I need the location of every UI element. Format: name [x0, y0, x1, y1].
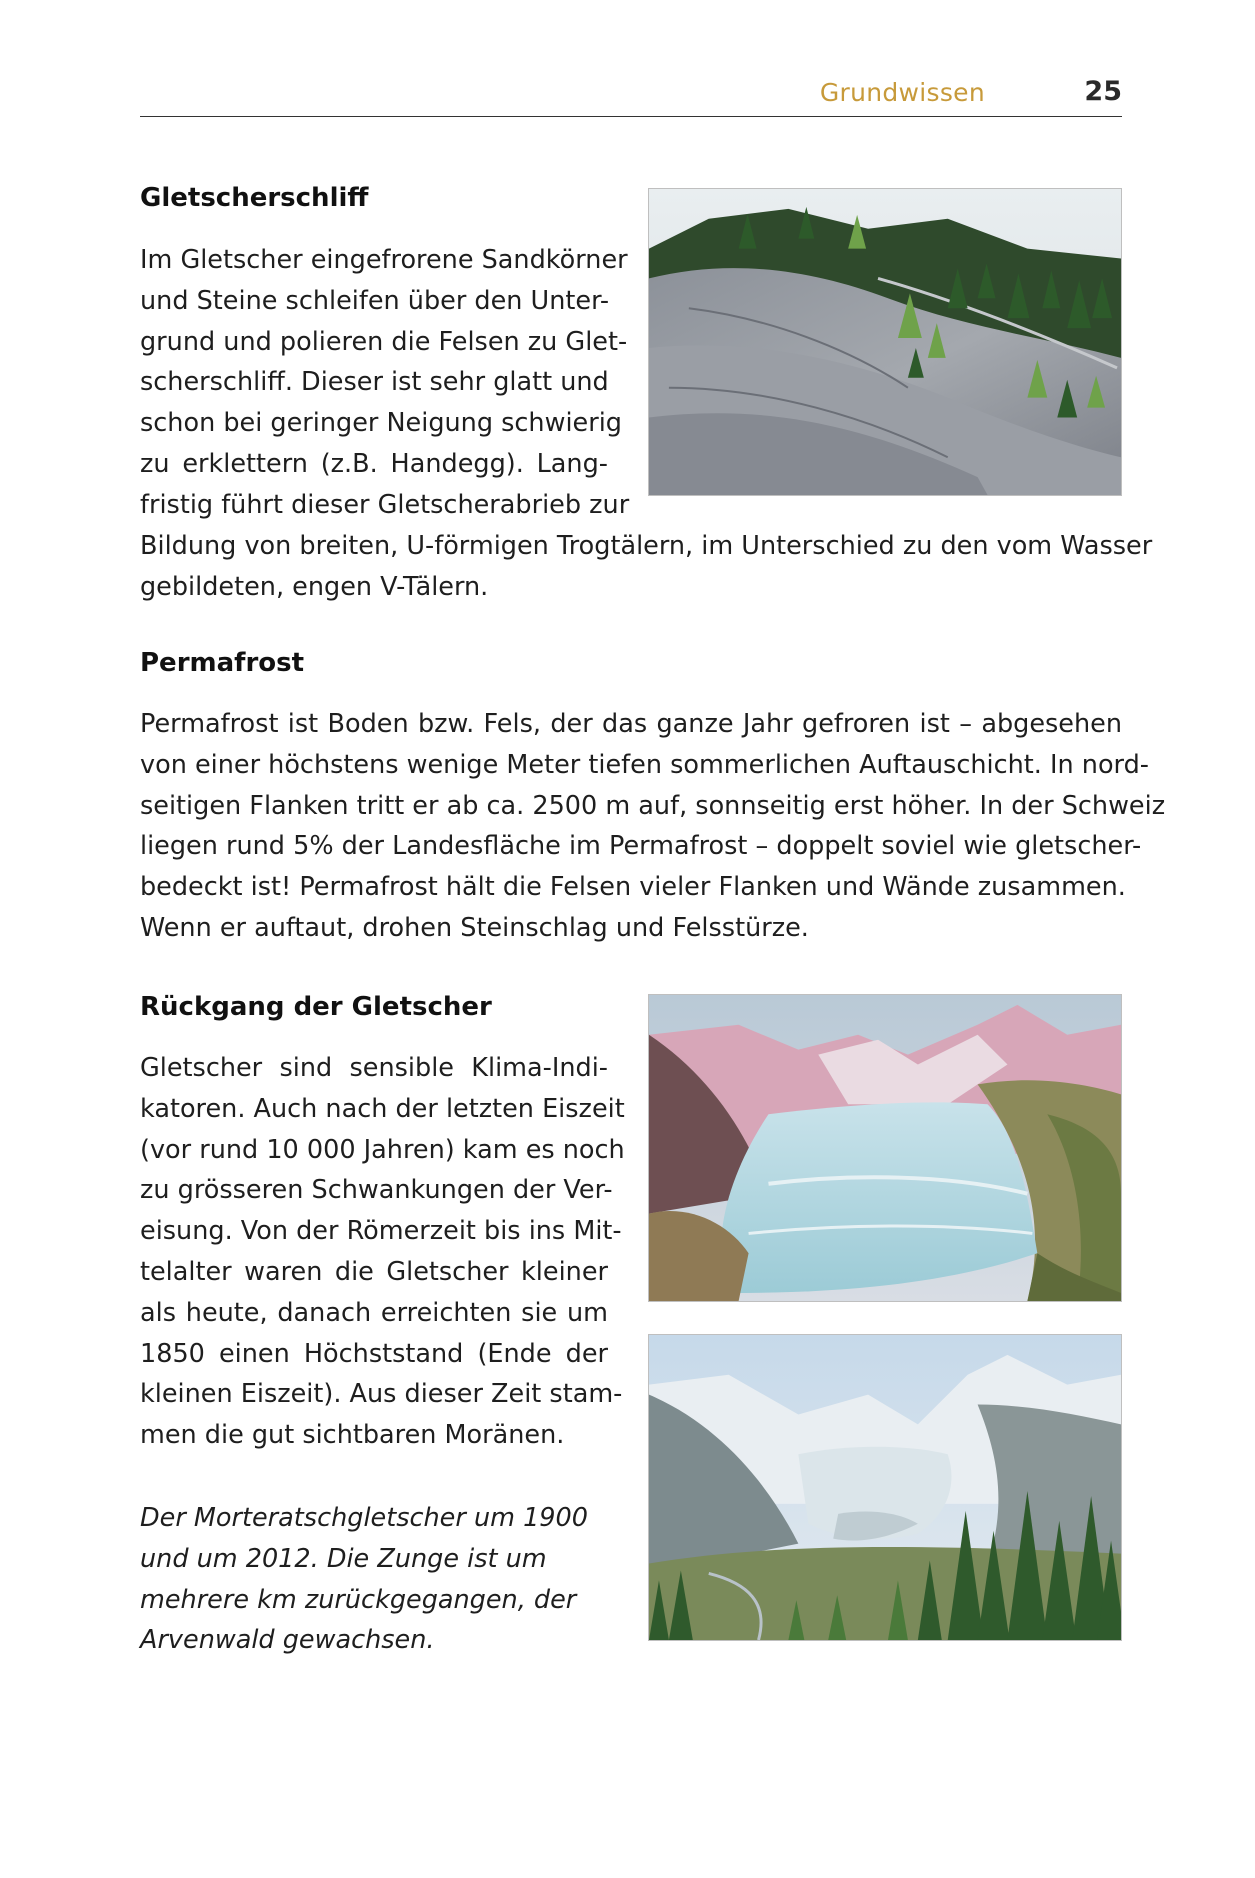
text-line: telalter waren die Gletscher kleiner — [140, 1256, 608, 1287]
running-title: Grundwissen — [819, 78, 985, 107]
text-line: fristig führt dieser Gletscherabrieb zur — [140, 489, 630, 520]
text-line: Wenn er auftaut, drohen Steinschlag und Felsstürze. — [140, 912, 809, 943]
text-line: katoren. Auch nach der letzten Eiszeit — [140, 1093, 625, 1124]
text-line: als heute, danach erreichten sie um — [140, 1297, 608, 1328]
caption-line: und um 2012. Die Zunge ist um — [140, 1543, 547, 1574]
text-line: zu grösseren Schwankungen der Ver- — [140, 1175, 613, 1206]
text-line: seitigen Flanken tritt er ab ca. 2500 m auf, sonnseitig erst höher. In der Schweiz — [140, 790, 1166, 821]
text-line: scherschliff. Dieser ist sehr glatt und — [140, 367, 609, 398]
text-line: und Steine schleifen über den Unter- — [140, 285, 610, 316]
text-line: bedeckt ist! Permafrost hält die Felsen vieler Flanken und Wände zusammen. — [140, 872, 1126, 903]
text-line: eisung. Von der Römerzeit bis ins Mit- — [140, 1216, 622, 1247]
section-heading-gletscherschliff: Gletscherschliff — [140, 183, 369, 213]
text-line: gebildeten, engen V-Tälern. — [140, 571, 489, 602]
text-line: schon bei geringer Neigung schwierig — [140, 408, 622, 439]
photo-glacier-polished-rock — [648, 188, 1122, 496]
photo-caption — [140, 1498, 610, 1661]
text-line: 1850 einen Höchststand (Ende der — [140, 1338, 608, 1369]
caption-line: Arvenwald gewachsen. — [140, 1625, 435, 1656]
gletscherschliff-text-wide — [140, 526, 1153, 608]
rueckgang-text — [140, 1048, 625, 1456]
text-line: zu erklettern (z.B. Handegg). Lang- — [140, 448, 608, 479]
section-heading-permafrost: Permafrost — [140, 648, 305, 678]
caption-line: Der Morteratschgletscher um 1900 — [140, 1503, 588, 1533]
text-line: Bildung von breiten, U-förmigen Trogtälern, im Unterschied zu den vom Wasser — [140, 531, 1153, 561]
text-line: liegen rund 5% der Landesfläche im Permafrost – doppelt soviel wie gletscher- — [140, 831, 1142, 862]
page-header — [140, 68, 1122, 117]
text-line: Im Gletscher eingefrorene Sandkörner — [140, 245, 628, 275]
text-line: Gletscher sind sensible Klima-Indi- — [140, 1053, 608, 1083]
permafrost-text — [140, 704, 1166, 949]
photo-morteratsch-2012 — [648, 1334, 1122, 1641]
section-heading-rueckgang: Rückgang der Gletscher — [140, 992, 492, 1022]
text-line: Permafrost ist Boden bzw. Fels, der das ganze Jahr gefroren ist – abgesehen — [140, 709, 1122, 739]
photo-morteratsch-1900 — [648, 994, 1122, 1302]
text-line: von einer höchstens wenige Meter tiefen sommerlichen Auftauschicht. In nord- — [140, 749, 1149, 780]
gletscherschliff-text-narrow — [140, 240, 630, 526]
text-line: men die gut sichtbaren Moränen. — [140, 1420, 565, 1451]
text-line: kleinen Eiszeit). Aus dieser Zeit stam- — [140, 1379, 623, 1410]
text-line: grund und polieren die Felsen zu Glet- — [140, 326, 628, 357]
caption-line: mehrere km zurückgegangen, der — [140, 1584, 577, 1615]
text-line: (vor rund 10 000 Jahren) kam es noch — [140, 1134, 625, 1165]
page-number: 25 — [1084, 76, 1122, 107]
